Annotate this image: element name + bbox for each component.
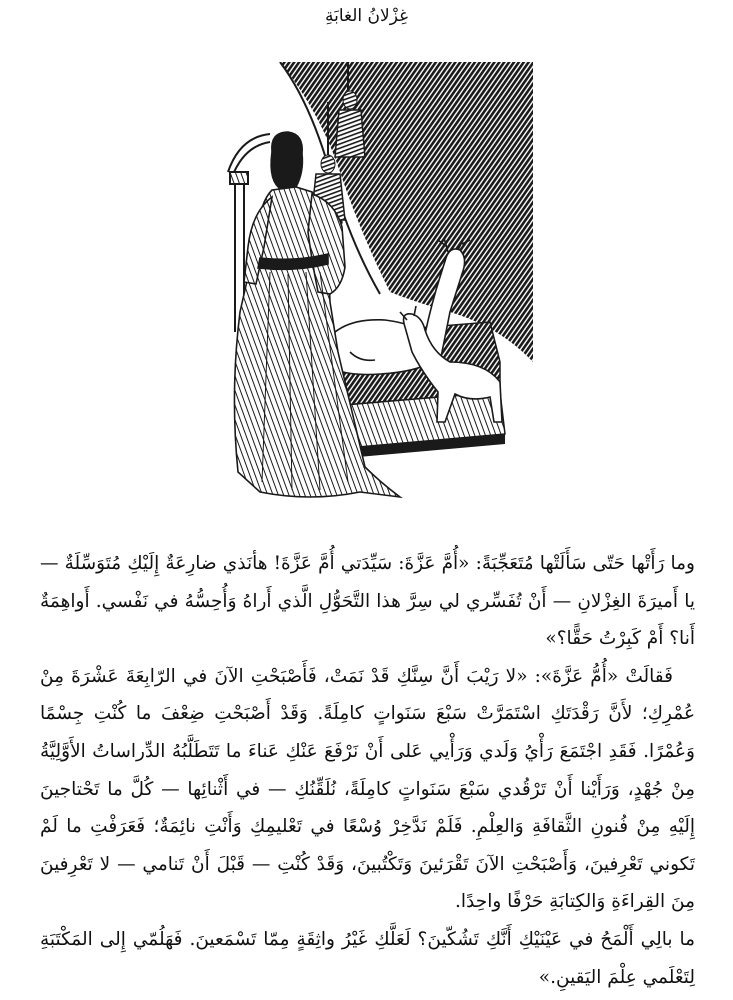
paragraph: وما رَأَتْها حَتّى سَأَلَتْها مُتَعَجِّبَةً: «أُمَّ عَزَّةَ: سَيِّدَتي أُمَّ عَزَّةَ! هأنَذي ضارِعَةٌ إِلَيْكِ مُتَوَسِّلَةٌ — يا أَميرَةَ الغِزْلانِ — أَنْ تُفَسِّري لي سِرَّ هذا التَّحَوُّلِ الَّذي أَراهُ وَأُحِسُّهُ في نَفْسي. أَواهِمَةٌ أَنا؟ أَمْ كَبِرْتُ حَقًّا؟» xyxy=(40,553,695,650)
body-text xyxy=(40,545,695,996)
paragraph: فَقالَتْ «أُمُّ عَزَّةَ»: «لا رَيْبَ أَنَّ سِنَّكِ قَدْ نَمَتْ، فَأَصْبَحْتِ الآنَ في الرّابِعَةَ عَشْرَةَ مِنْ عُمْرِكِ؛ لأَنَّ رَقْدَتَكِ اسْتَمَرَّتْ سَبْعَ سَنَواتٍ كامِلَةً. وَقَدْ أَصْبَحْتِ ضِعْفَ ما كُنْتِ جِسْمًا وَعُمْرًا. فَقَدِ اجْتَمَعَ رَأْيُ وَلَدي وَرَأْيي عَلى أَنْ نَرْفَعَ عَنْكِ عَناءَ ما تَتَطَلَّبُهُ الدِّراساتُ الأَوَّلِيَّةُ مِنْ جُهْدٍ، وَرَأَيْنا أَنْ تَرْقُدي سَبْعَ سَنَواتٍ كامِلَةً، نُلَقِّنُكِ — في أَثْنائِها — كُلَّ ما تَحْتاجينَ إِلَيْهِ مِنْ فُنونِ الثَّقافَةِ وَالعِلْمِ. فَلَمْ نَدَّخِرْ وُسْعًا في تَعْليمِكِ وَأَنْتِ نائِمَةٌ؛ فَعَرَفْتِ ما لَمْ تَكوني تَعْرِفينَ، وَأَصْبَحْتِ الآنَ تَقْرَئينَ وَتَكْتُبينَ، وَقَدْ كُنْتِ — قَبْلَ أَنْ تَنامي — لا تَعْرِفينَ مِنَ القِراءَةِ وَالكِتابَةِ حَرْفًا واحِدًا. xyxy=(40,665,695,913)
running-title: غِزْلانُ الغابَةِ xyxy=(325,6,408,26)
illustration-princess-with-deer xyxy=(200,62,533,507)
paragraph: ما بالِي أَلْمَحُ في عَيْنَيْكِ أَنَّكِ تَشُكّينَ؟ لَعَلَّكِ غَيْرُ واثِقَةٍ مِمّا تَسْمَعينَ. فَهَلُمّي إِلى المَكْتَبَةِ لِتَعْلَمي عِلْمَ اليَقينِ.» xyxy=(40,928,695,988)
